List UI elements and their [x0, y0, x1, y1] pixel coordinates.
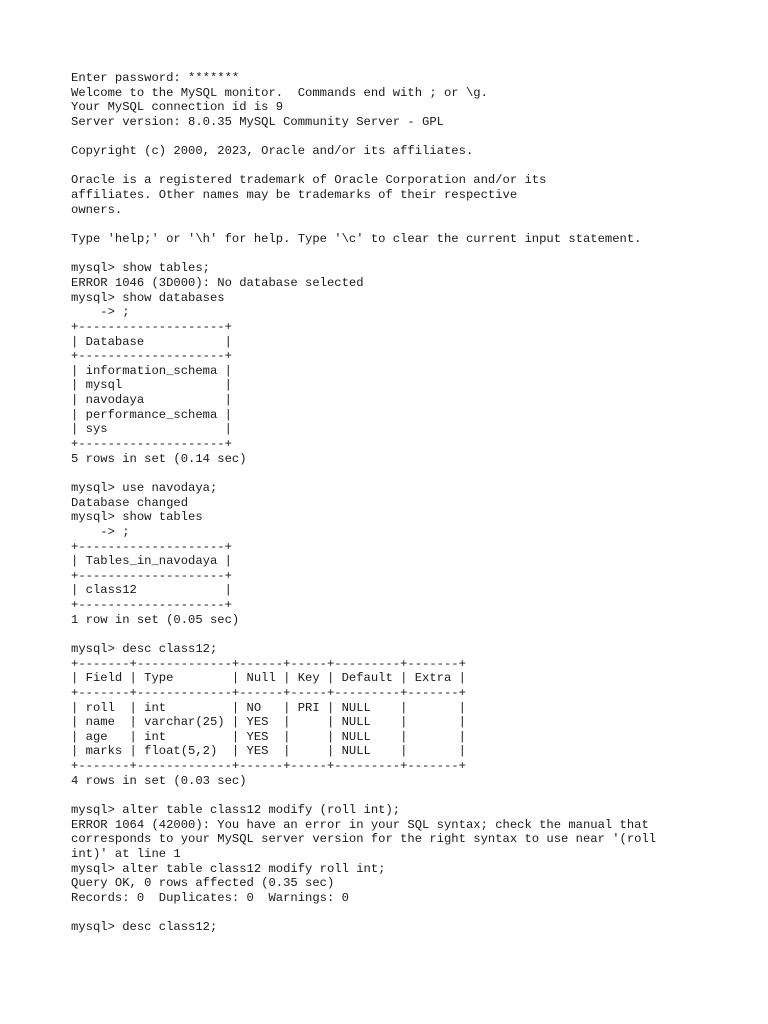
terminal-line: mysql> desc class12; — [71, 641, 218, 656]
terminal-line: Copyright (c) 2000, 2023, Oracle and/or its affiliates. — [71, 144, 474, 159]
terminal-line: | class12 | — [71, 583, 232, 598]
terminal-line: +--------------------+ — [71, 598, 232, 613]
terminal-line: +-------+-------------+------+-----+---------+-------+ — [71, 759, 466, 774]
terminal-line — [71, 247, 751, 262]
terminal-line: mysql> desc class12; — [71, 920, 218, 935]
terminal-line: Records: 0 Duplicates: 0 Warnings: 0 — [71, 890, 349, 905]
terminal-line: ERROR 1046 (3D000): No database selected — [71, 275, 364, 290]
terminal-line: | roll | int | NO | PRI | NULL | | — [71, 700, 466, 715]
terminal-line: owners. — [71, 202, 123, 217]
terminal-line: | navodaya | — [71, 393, 232, 408]
terminal-line: | information_schema | — [71, 363, 232, 378]
terminal-line: mysql> show tables — [71, 510, 203, 525]
terminal-line: 4 rows in set (0.03 sec) — [71, 773, 247, 788]
terminal-line: Query OK, 0 rows affected (0.35 sec) — [71, 876, 335, 891]
terminal-line: +--------------------+ — [71, 437, 232, 452]
terminal-line: mysql> alter table class12 modify (roll int); — [71, 803, 401, 818]
terminal-line: 1 row in set (0.05 sec) — [71, 612, 240, 627]
terminal-line — [71, 466, 751, 481]
terminal-line: Your MySQL connection id is 9 — [71, 100, 284, 115]
terminal-line: | Tables_in_navodaya | — [71, 554, 232, 569]
terminal-line: mysql> use navodaya; — [71, 480, 218, 495]
terminal-line: corresponds to your MySQL server version for the right syntax to use near '(roll — [71, 832, 657, 847]
terminal-line: -> ; — [71, 305, 130, 320]
terminal-line: mysql> show tables; — [71, 261, 210, 276]
terminal-line: | Database | — [71, 334, 232, 349]
terminal-line: +--------------------+ — [71, 539, 232, 554]
terminal-line: Database changed — [71, 495, 189, 510]
terminal-line: mysql> alter table class12 modify roll int; — [71, 861, 386, 876]
terminal-line: +-------+-------------+------+-----+---------+-------+ — [71, 656, 466, 671]
terminal-line: | mysql | — [71, 378, 232, 393]
terminal-line — [71, 159, 751, 174]
terminal-line — [71, 217, 751, 232]
terminal-line: int)' at line 1 — [71, 846, 181, 861]
terminal-output — [71, 71, 751, 935]
terminal-line: | Field | Type | Null | Key | Default | Extra | — [71, 671, 466, 686]
terminal-line: | sys | — [71, 422, 232, 437]
terminal-line: -> ; — [71, 524, 130, 539]
terminal-line: | age | int | YES | | NULL | | — [71, 729, 466, 744]
terminal-line: ERROR 1064 (42000): You have an error in your SQL syntax; check the manual that — [71, 817, 649, 832]
terminal-line: +--------------------+ — [71, 319, 232, 334]
terminal-line: 5 rows in set (0.14 sec) — [71, 451, 247, 466]
terminal-line: Welcome to the MySQL monitor. Commands end with ; or \g. — [71, 85, 488, 100]
terminal-line: | marks | float(5,2) | YES | | NULL | | — [71, 744, 466, 759]
terminal-line: +--------------------+ — [71, 568, 232, 583]
terminal-line: +--------------------+ — [71, 349, 232, 364]
terminal-line: Server version: 8.0.35 MySQL Community Server - GPL — [71, 114, 444, 129]
terminal-line: mysql> show databases — [71, 290, 225, 305]
terminal-line: affiliates. Other names may be trademarks of their respective — [71, 188, 518, 203]
terminal-line: | performance_schema | — [71, 407, 232, 422]
terminal-line: +-------+-------------+------+-----+---------+-------+ — [71, 685, 466, 700]
terminal-line: | name | varchar(25) | YES | | NULL | | — [71, 715, 466, 730]
terminal-line — [71, 906, 751, 921]
terminal-line: Enter password: ******* — [71, 71, 240, 85]
terminal-line — [71, 627, 751, 642]
terminal-line — [71, 130, 751, 145]
terminal-line: Oracle is a registered trademark of Oracle Corporation and/or its — [71, 173, 547, 188]
terminal-line: Type 'help;' or '\h' for help. Type '\c' to clear the current input statement. — [71, 232, 642, 247]
terminal-line — [71, 788, 751, 803]
